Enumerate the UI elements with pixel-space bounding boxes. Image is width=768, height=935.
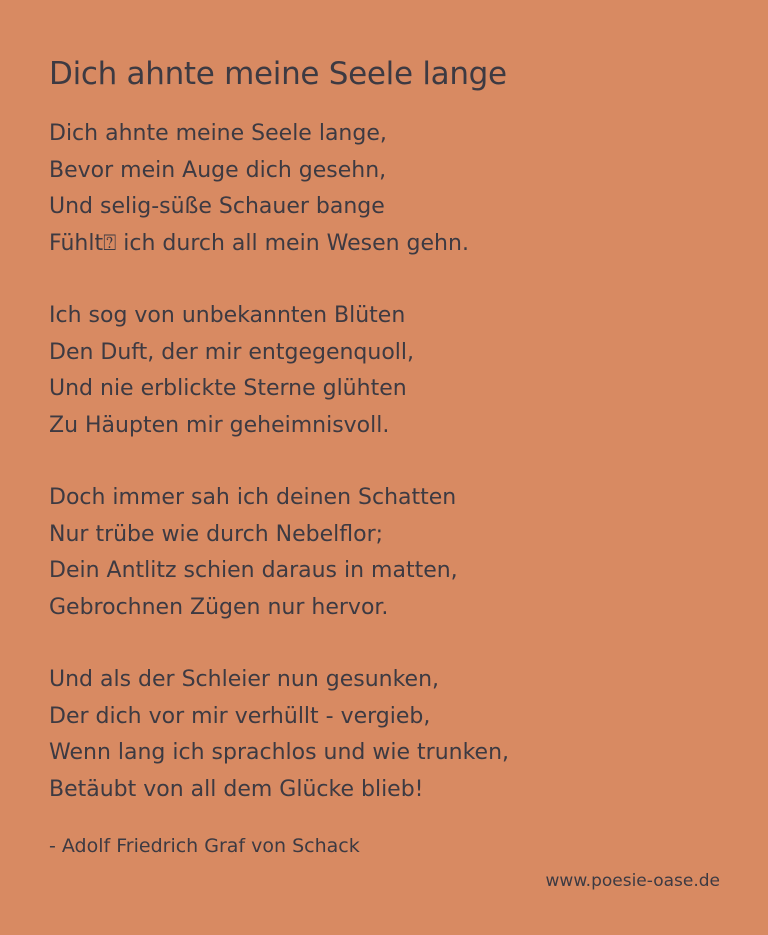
poem-line: Betäubt von all dem Glücke blieb!	[49, 776, 424, 802]
poem-title: Dich ahnte meine Seele lange	[49, 56, 507, 92]
poem-line: Doch immer sah ich deinen Schatten	[49, 485, 457, 510]
poem-line: Nur trübe wie durch Nebelflor;	[49, 521, 384, 547]
poem-line: Der dich vor mir verhüllt - vergieb,	[49, 703, 431, 729]
poem-line: Und nie erblickte Sterne glühten	[49, 376, 407, 401]
poem-line: Und selig-süße Schauer bange	[49, 194, 385, 219]
poem-line: Ich sog von unbekannten Blüten	[49, 303, 406, 328]
poem-line: Zu Häupten mir geheimnisvoll.	[49, 412, 390, 438]
poem-stanza-3	[49, 480, 719, 626]
poem-line: Fühlt⍰ ich durch all mein Wesen gehn.	[49, 230, 469, 256]
poem-line: Gebrochnen Zügen nur hervor.	[49, 594, 389, 620]
poem-stanza-1	[49, 116, 719, 262]
poem-line: Den Duft, der mir entgegenquoll,	[49, 339, 415, 365]
poem-line: Bevor mein Auge dich gesehn,	[49, 157, 387, 183]
poem-line: Dein Antlitz schien daraus in matten,	[49, 558, 458, 583]
poem-body	[49, 116, 719, 808]
website-url: www.poesie-oase.de	[545, 871, 720, 891]
poem-line: Und als der Schleier nun gesunken,	[49, 667, 440, 692]
poem-line: Wenn lang ich sprachlos und wie trunken,	[49, 740, 510, 765]
poem-author: - Adolf Friedrich Graf von Schack	[49, 835, 360, 857]
poem-stanza-4	[49, 662, 719, 808]
poem-line: Dich ahnte meine Seele lange,	[49, 121, 387, 146]
poem-stanza-2	[49, 298, 719, 444]
